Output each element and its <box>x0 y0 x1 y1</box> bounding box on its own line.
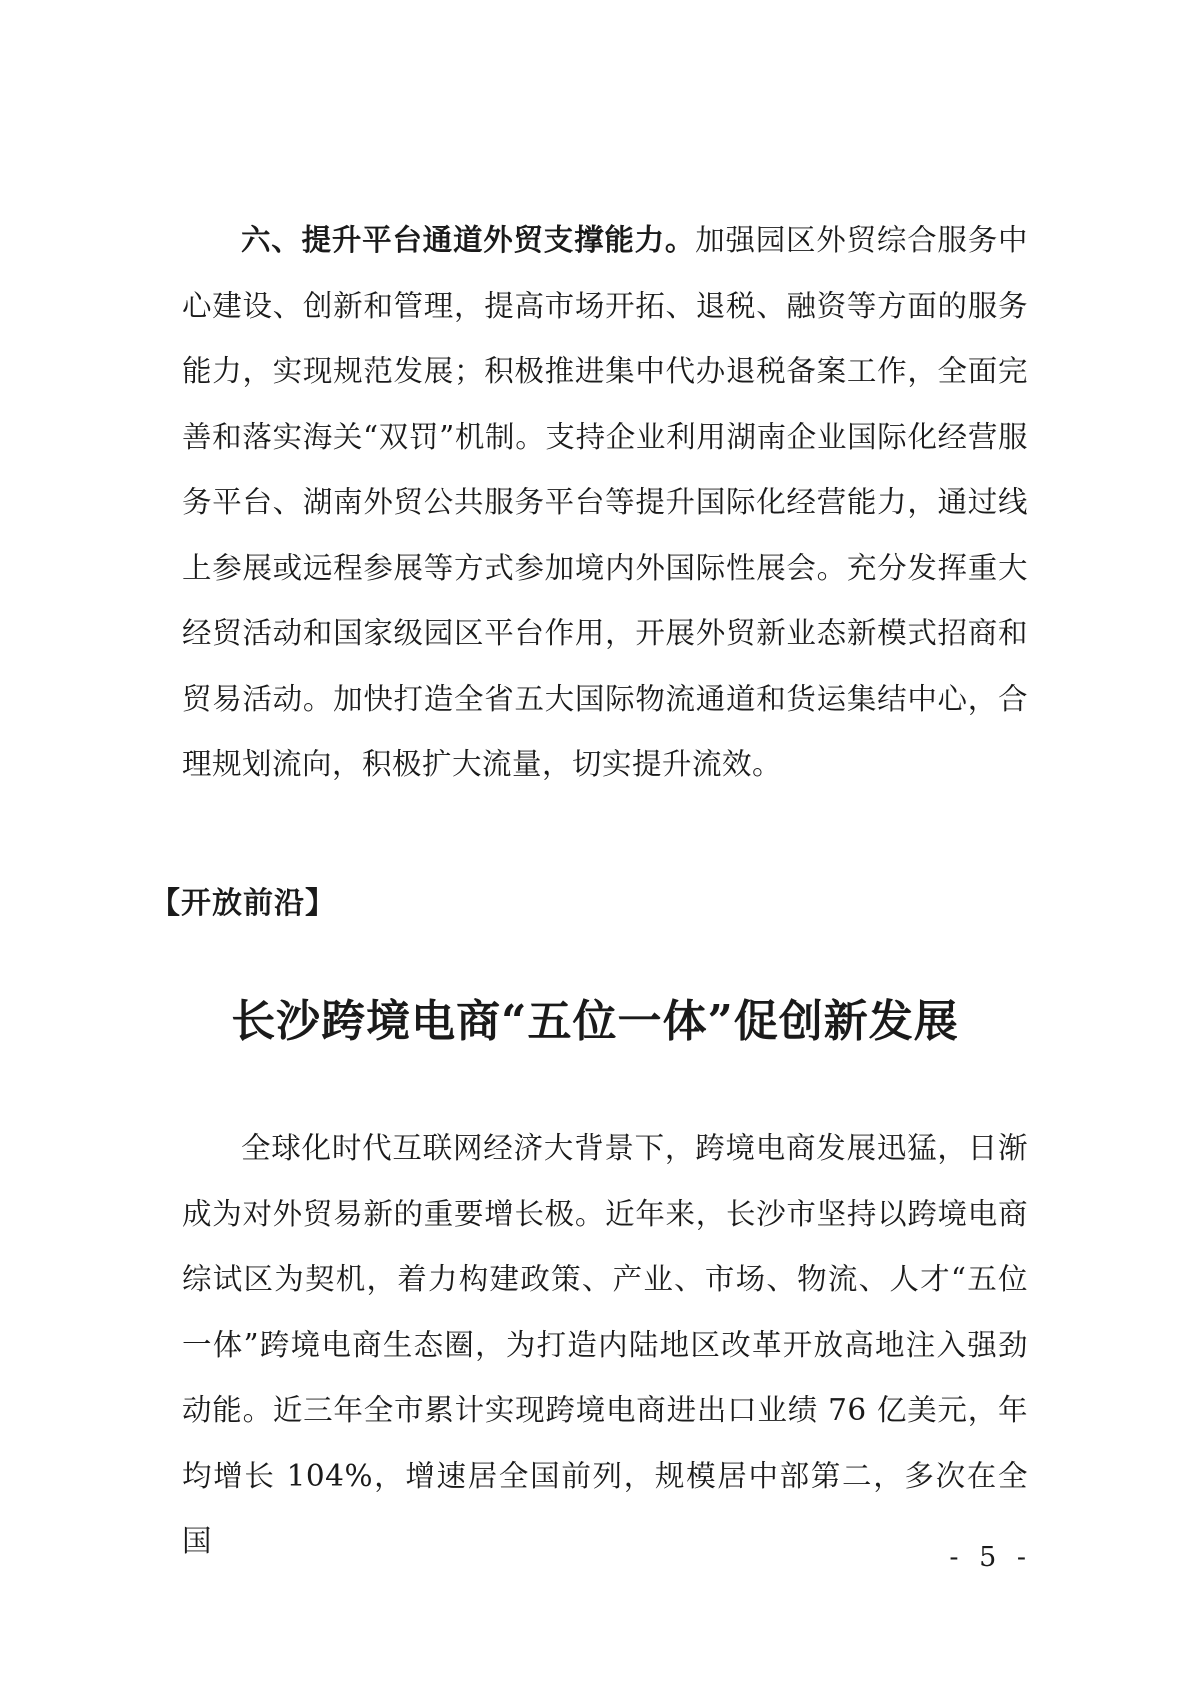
section-six-lead: 六、提升平台通道外贸支撑能力。 <box>241 223 696 257</box>
page-number: - 5 - <box>949 1542 1032 1573</box>
article-title: 长沙跨境电商“五位一体”促创新发展 <box>231 996 959 1047</box>
section-six-paragraph <box>182 208 1028 798</box>
section-label: 【开放前沿】 <box>150 886 336 921</box>
section-six-text: 加强园区外贸综合服务中心建设、创新和管理，提高市场开拓、退税、融资等方面的服务能力，实现规范发展；积极推进集中代办退税备案工作，全面完善和落实海关“双罚”机制。支持企业利用湖南企业国际化经营服务平台、湖南外贸公共服务平台等提升国际化经营能力，通过线上参展或远程参展等方式参加境内外国际性展会。充分发挥重大经贸活动和国家级园区平台作用，开展外贸新业态新模式招商和贸易活动。加快打造全省五大国际物流通道和货运集结中心，合理规划流向，积极扩大流量，切实提升流效。 <box>182 223 1028 781</box>
article-paragraph: 全球化时代互联网经济大背景下，跨境电商发展迅猛，日渐成为对外贸易新的重要增长极。近年来，长沙市坚持以跨境电商综试区为契机，着力构建政策、产业、市场、物流、人才“五位一体”跨境电商生态圈，为打造内陆地区改革开放高地注入强劲动能。近三年全市累计实现跨境电商进出口业绩 76 亿美元，年均增长 104%，增速居全国前列，规模居中部第二，多次在全国 <box>182 1131 1028 1558</box>
